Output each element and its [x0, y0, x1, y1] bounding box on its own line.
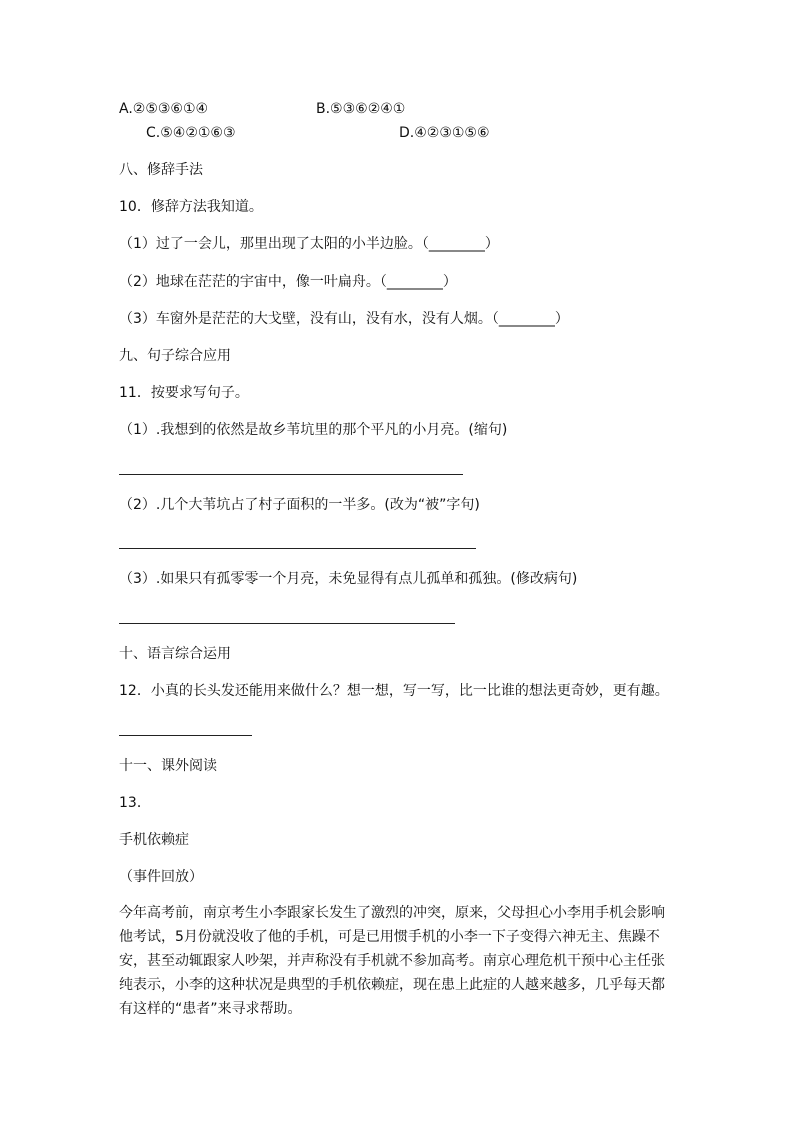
question-10-item-1: （1）过了一会儿，那里出现了太阳的小半边脸。（________） [119, 236, 499, 252]
passage-line: 安，甚至动辄跟家人吵架，并声称没有手机就不参加高考。南京心理危机干预中心主任张 [119, 953, 665, 969]
passage-title: 手机依赖症 [119, 832, 189, 848]
question-11-item-3: （3）.如果只有孤零零一个月亮，未免显得有点儿孤单和孤独。(修改病句) [119, 571, 578, 587]
question-11-item-1: （1）.我想到的依然是故乡苇坑里的那个平凡的小月亮。(缩句) [119, 422, 508, 438]
option-c: C.⑤④②①⑥③ [146, 125, 236, 141]
question-11-item-2: （2）.几个大苇坑占了村子面积的一半多。(改为“被”字句) [119, 497, 480, 513]
passage-line: 有这样的“患者”来寻求帮助。 [119, 1001, 302, 1017]
passage-line: 纯表示，小李的这种状况是典型的手机依赖症，现在患上此症的人越来越多，几乎每天都 [119, 977, 665, 993]
passage-subtitle: （事件回放） [119, 869, 203, 885]
answer-line-11-2[interactable] [119, 548, 476, 549]
option-d: D.④②③①⑤⑥ [399, 125, 490, 141]
section-10-heading: 十、语言综合运用 [119, 646, 231, 662]
section-11-heading: 十一、课外阅读 [119, 758, 217, 774]
answer-line-12[interactable] [119, 735, 252, 736]
option-a: A.②⑤③⑥①④ [119, 101, 209, 117]
passage-line: 今年高考前，南京考生小李跟家长发生了激烈的冲突，原来，父母担心小李用手机会影响 [119, 905, 665, 921]
question-10-item-3: （3）车窗外是茫茫的大戈壁，没有山，没有水，没有人烟。（________） [119, 311, 569, 327]
passage-line: 他考试，5月份就没收了他的手机，可是已用惯手机的小李一下子变得六神无主、焦躁不 [119, 929, 660, 945]
question-10: 10．修辞方法我知道。 [119, 199, 263, 215]
question-12: 12．小真的长头发还能用来做什么？想一想，写一写，比一比谁的想法更奇妙，更有趣。 [119, 683, 669, 699]
passage-paragraph [119, 901, 679, 1021]
question-11: 11．按要求写句子。 [119, 385, 249, 401]
answer-line-11-3[interactable] [119, 623, 455, 624]
section-8-heading: 八、修辞手法 [119, 162, 203, 178]
question-13: 13． [119, 795, 151, 811]
question-10-item-2: （2）地球在茫茫的宇宙中，像一叶扁舟。（________） [119, 274, 457, 290]
option-b: B.⑤③⑥②④① [316, 101, 406, 117]
answer-line-11-1[interactable] [119, 474, 463, 475]
section-9-heading: 九、句子综合应用 [119, 348, 231, 364]
